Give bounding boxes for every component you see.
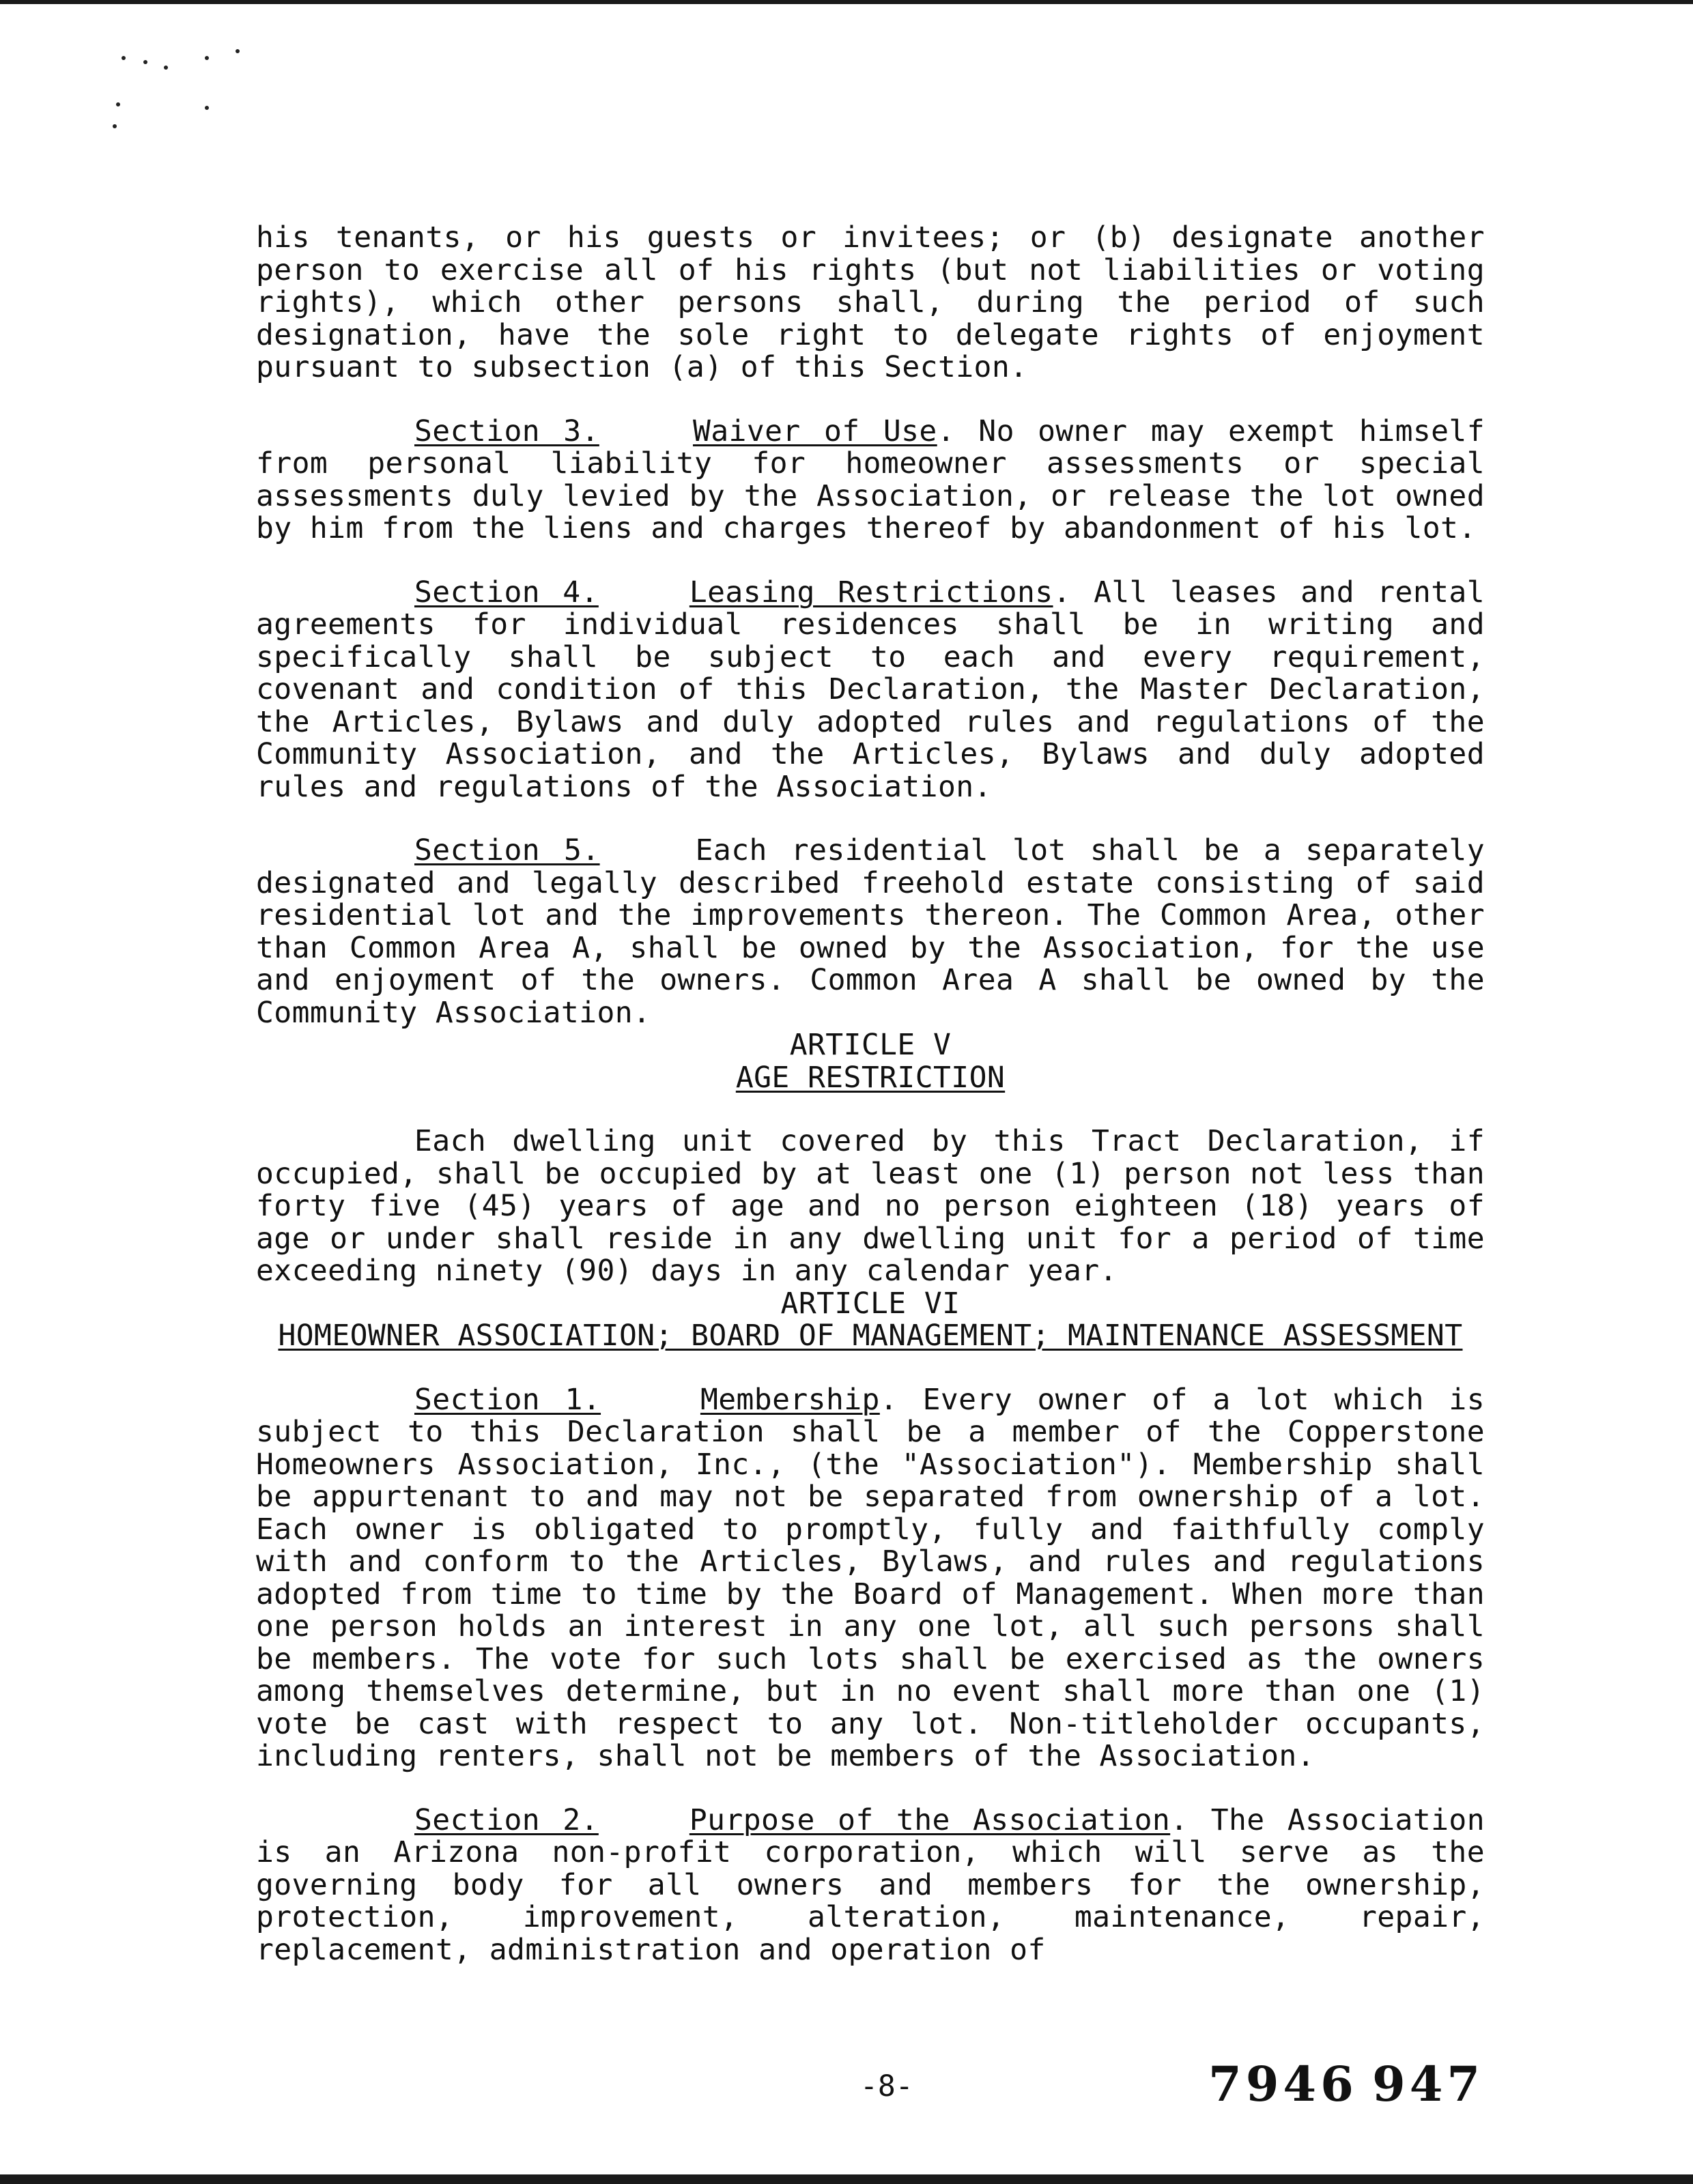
scan-speck bbox=[143, 60, 147, 64]
article-vi-title-line bbox=[256, 1320, 1485, 1353]
section-5-body: Each residential lot shall be a separately designated and legally described freehold estate consisting of said residential lot and the improvements thereon. The Common Area, other than Common Area A, shall be owned by the Association, for the use and enjoyment of the owners. Common Area A shall be owned by the Community Association. bbox=[256, 833, 1485, 1030]
section-4-body: . All leases and rental agreements for individual residences shall be in writing and specifically shall be subject to each and every requirement, covenant and condition of this Declaration, the Master Declaration, the Articles, Bylaws and duly adopted rules and regulations of the Community Association, and the Articles, Bylaws and duly adopted rules and regulations of the Association. bbox=[256, 575, 1485, 804]
section-4-title: Leasing Restrictions bbox=[689, 575, 1053, 609]
scan-edge-bottom bbox=[0, 2174, 1693, 2184]
article-v-title-line bbox=[256, 1062, 1485, 1095]
section-3-paragraph bbox=[256, 416, 1485, 545]
scan-speck bbox=[116, 102, 120, 106]
article-v-body: Each dwelling unit covered by this Tract Declaration, if occupied, shall be occupied by at least one (1) person not less than forty five (45) years of age and no person eighteen (18) years of age or under shall reside in any dwelling unit for a period of time exceeding ninety (90) days in any calendar year. bbox=[256, 1124, 1485, 1288]
scan-speck bbox=[113, 124, 117, 128]
article-vi-section-2-label: Section 2. bbox=[414, 1802, 599, 1837]
section-4-label: Section 4. bbox=[414, 575, 599, 609]
section-3-body: . No owner may exempt himself from personal liability for homeowner assessments or special assessments duly levied by the Association, or release the lot owned by him from the liens and charges thereof by abandonment of his lot. bbox=[256, 414, 1485, 545]
scan-edge-top bbox=[0, 0, 1693, 4]
article-vi-section-1-body: . Every owner of a lot which is subject to this Declaration shall be a member of the Copperstone Homeowners Association, Inc., (the "Association"). Membership shall be appurtenant to and may not be separated from ownership of a lot. Each owner is obligated to promptly, fully and faithfully comply with and conform to the Articles, Bylaws, and rules and regulations adopted from time to time by the Board of Management. When more than one person holds an interest in any one lot, all such persons shall be members. The vote for such lots shall be exercised as the owners among themselves determine, but in no event shall more than one (1) vote be cast with respect to any lot. Non-titleholder occupants, including renters, shall not be members of the Association. bbox=[256, 1382, 1485, 1773]
section-4-paragraph bbox=[256, 577, 1485, 804]
scan-speck bbox=[164, 66, 168, 70]
article-vi-section-2-title: Purpose of the Association bbox=[689, 1802, 1171, 1837]
article-v-title: AGE RESTRICTION bbox=[735, 1060, 1006, 1095]
intro-paragraph: his tenants, or his guests or invitees; or (b) designate another person to exercise all of his rights (but not liabilities or voting rights), which other persons shall, during the period of such designation, have the sole right to delegate rights of enjoyment pursuant to subsection (a) of this Section. bbox=[256, 220, 1485, 384]
article-vi-section-1-label: Section 1. bbox=[414, 1382, 601, 1417]
section-3-title: Waiver of Use bbox=[692, 414, 937, 448]
scan-speck bbox=[122, 56, 126, 60]
article-vi-section-2-paragraph bbox=[256, 1802, 1485, 1967]
article-vi-heading: ARTICLE VI bbox=[780, 1286, 961, 1321]
document-body bbox=[256, 222, 1485, 1966]
scan-speck bbox=[205, 106, 209, 110]
section-5-label: Section 5. bbox=[414, 833, 600, 867]
article-vi-title: HOMEOWNER ASSOCIATION; BOARD OF MANAGEMENT; MAINTENANCE ASSESSMENT bbox=[278, 1319, 1463, 1353]
section-5-paragraph bbox=[256, 835, 1485, 1029]
article-vi-section-2-body: . The Association is an Arizona non-profit corporation, which will serve as the governing body for all owners and members for the ownership, protection, improvement, alteration, maintenance, repair, replacement, administration and operation of bbox=[256, 1802, 1485, 1967]
article-vi-section-1-paragraph bbox=[256, 1384, 1485, 1773]
scan-speck bbox=[236, 49, 240, 53]
recording-page-number: 947 bbox=[1372, 2056, 1485, 2112]
scan-speck bbox=[205, 56, 209, 60]
page-number: -8- bbox=[860, 2069, 913, 2103]
article-vi-section-1-title: Membership bbox=[700, 1382, 880, 1417]
section-3-label: Section 3. bbox=[414, 414, 599, 448]
docket-number: 7946 bbox=[1208, 2056, 1358, 2112]
article-v-heading: ARTICLE V bbox=[789, 1028, 952, 1062]
